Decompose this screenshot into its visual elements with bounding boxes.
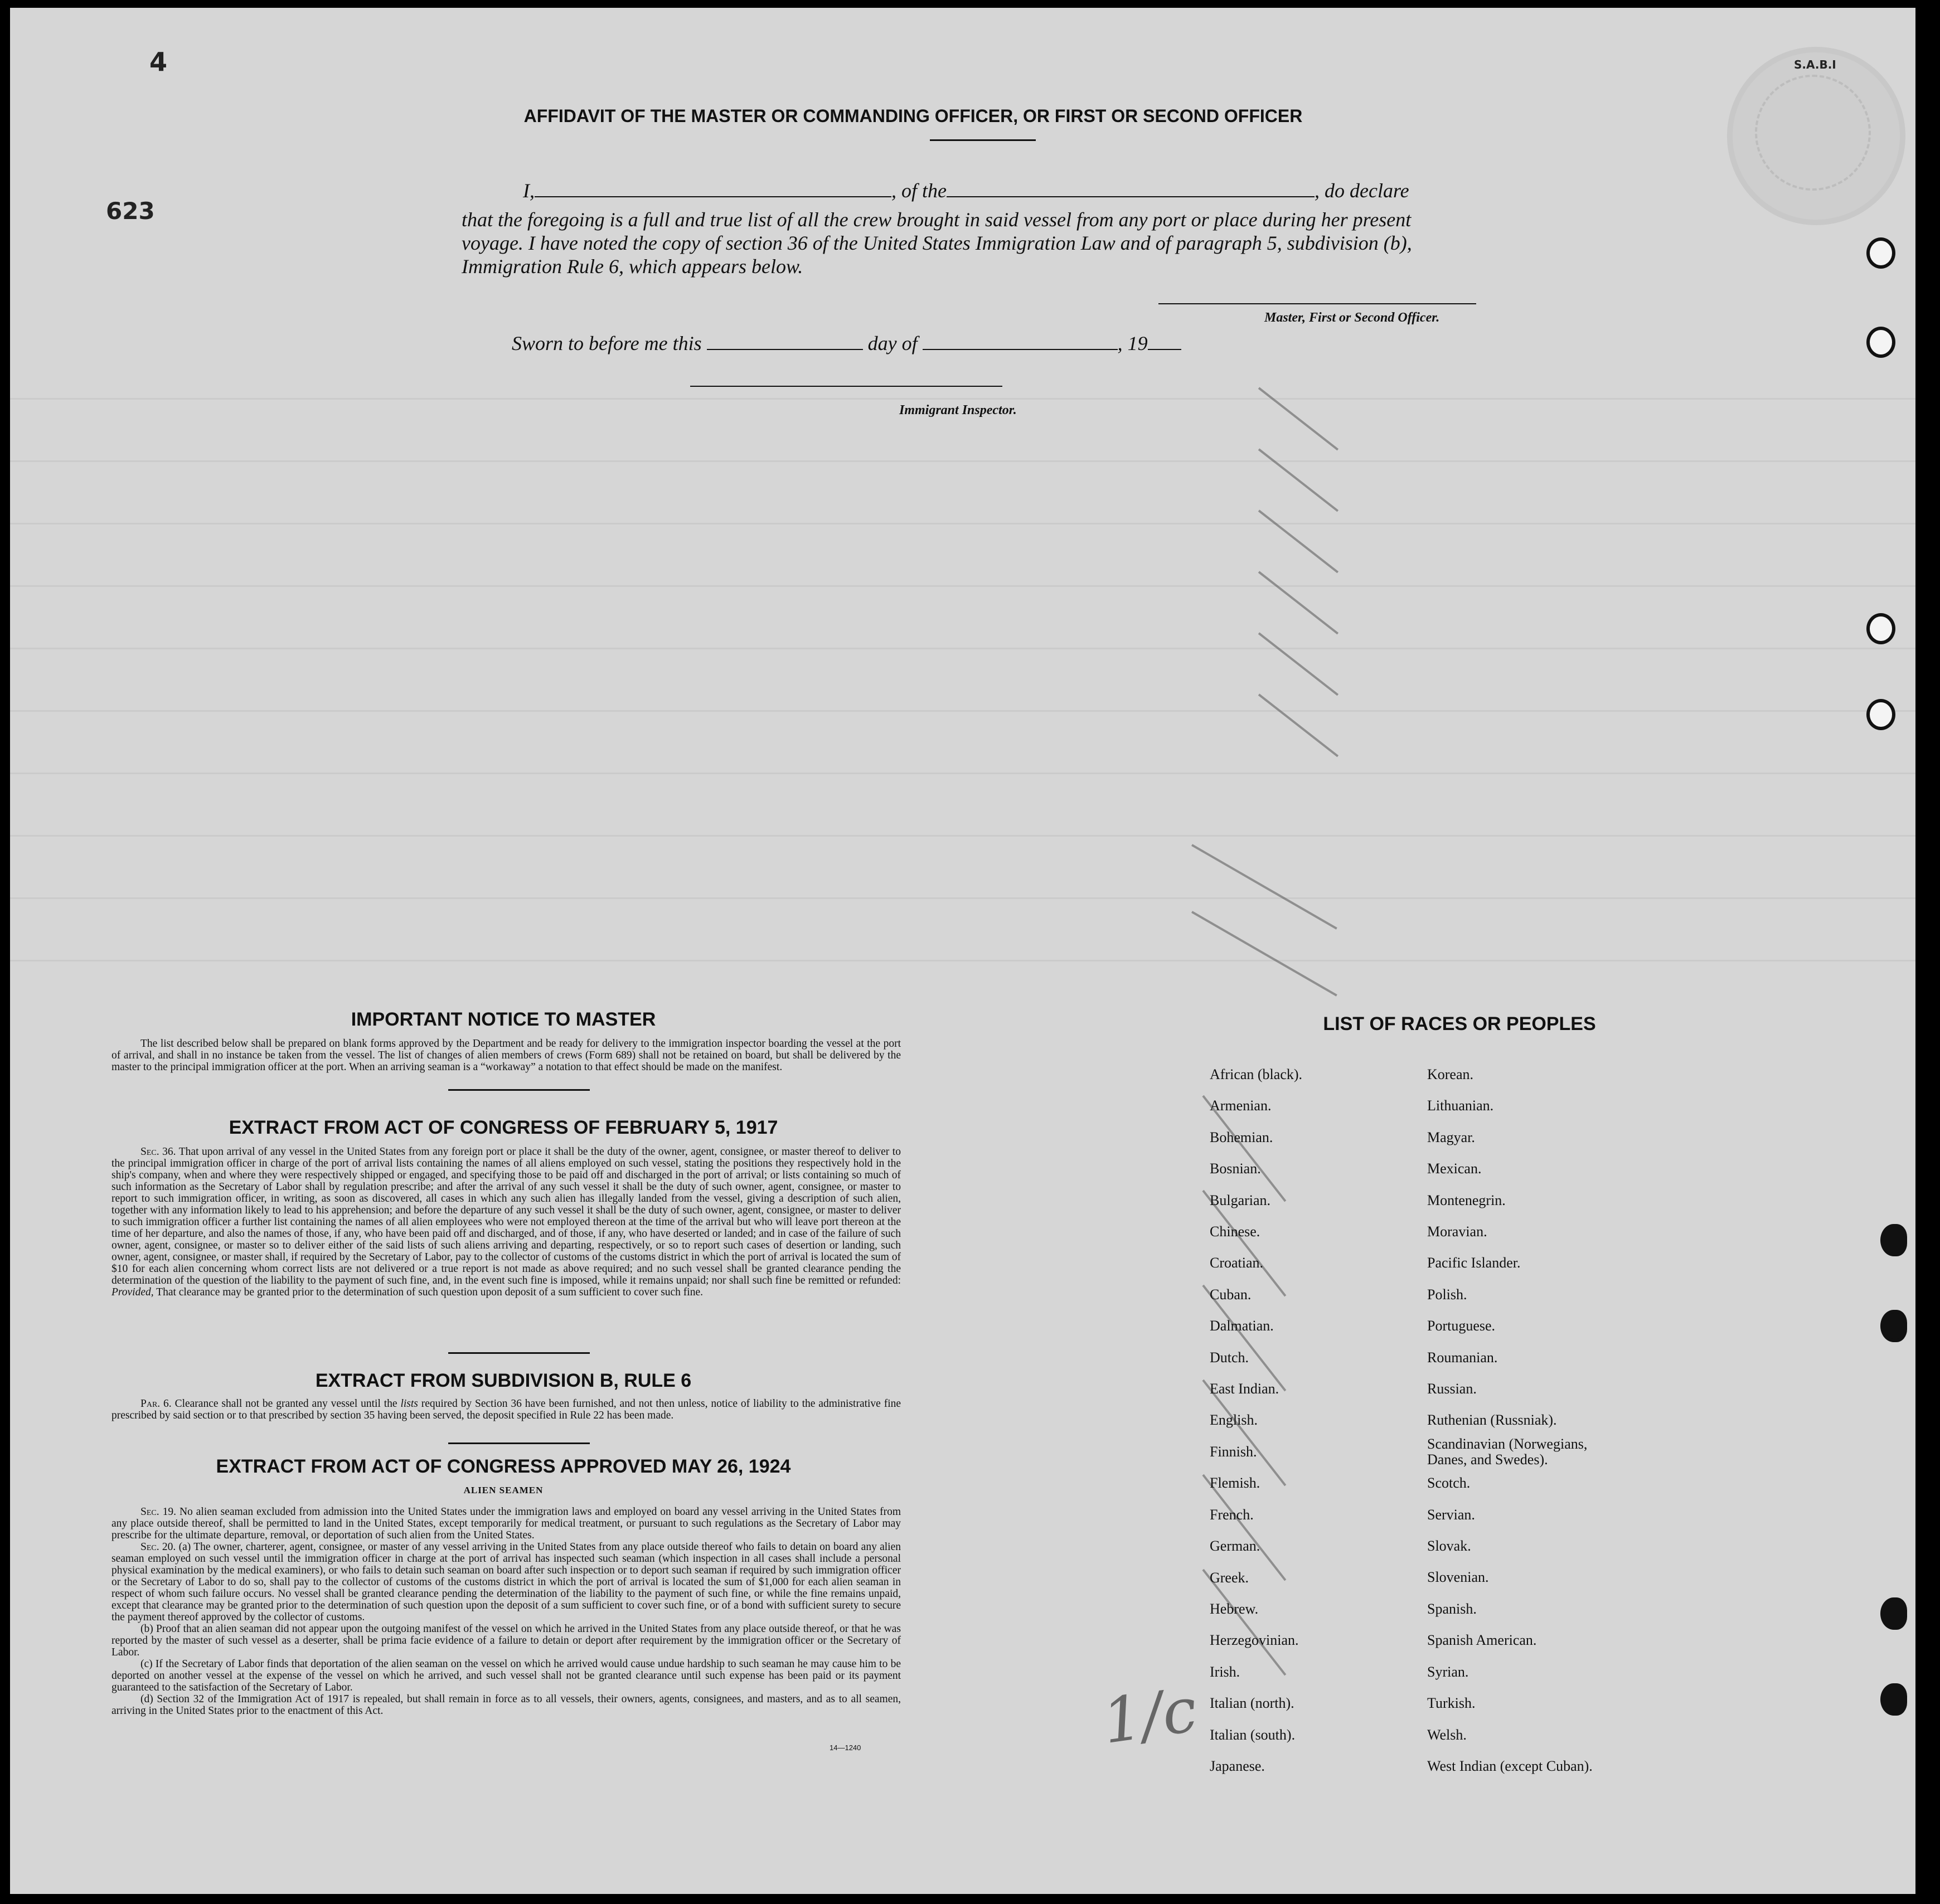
bleed-line [10,585,1915,587]
race-item: Ruthenian (Russniak). [1427,1412,1557,1429]
bleed-line [10,897,1915,899]
bleed-line [10,960,1915,961]
race-item: Turkish. [1427,1695,1476,1712]
affidavit-line-1: I, , of the , do declare [523,179,1409,202]
race-item: Slovak. [1427,1538,1471,1555]
pen-stroke [1258,448,1338,512]
rule6-title: EXTRACT FROM SUBDIVISION B, RULE 6 [315,1370,692,1391]
extract-1924-title: EXTRACT FROM ACT OF CONGRESS APPROVED MAY 26, 1924 [216,1456,791,1477]
race-item: Spanish. [1427,1600,1477,1617]
race-item: Croatian. [1210,1255,1264,1271]
bleed-line [10,460,1915,462]
race-item: English. [1210,1412,1258,1429]
document-sheet [10,8,1915,1894]
race-item: German. [1210,1538,1260,1555]
race-item: Lithuanian. [1427,1097,1494,1114]
pen-stroke [1258,387,1338,450]
bleed-line [10,523,1915,524]
race-item: Japanese. [1210,1757,1265,1774]
pen-stroke [1258,693,1338,757]
race-item: Moravian. [1427,1223,1487,1240]
vessel-blank[interactable] [947,179,1315,197]
notice-title: IMPORTANT NOTICE TO MASTER [351,1009,656,1030]
sworn-line: Sworn to before me this day of , 19 [512,331,1181,356]
pen-stroke [1258,571,1338,634]
bleed-line [10,773,1915,774]
affidavit-line-4: Immigration Rule 6, which appears below. [462,255,803,278]
divider [448,1442,590,1444]
race-item: Italian (south). [1210,1726,1296,1743]
signature-line[interactable] [1158,303,1476,304]
race-item: Bulgarian. [1210,1192,1271,1208]
race-item: African (black). [1210,1066,1303,1082]
binder-hole [1866,613,1895,644]
affidavit-line-3: voyage. I have noted the copy of section 36 of the United States Immigration Law and of paragraph 5, subdivision (b), [462,232,1412,254]
divider [448,1089,590,1091]
race-item: Cuban. [1210,1286,1252,1303]
race-item: Montenegrin. [1427,1192,1506,1208]
pen-stroke [1191,911,1337,996]
inspector-caption: Immigrant Inspector. [899,403,1017,417]
affidavit-line-2: that the foregoing is a full and true list of all the crew brought in said vessel from any port or place during her present [462,208,1412,231]
race-item: Armenian. [1210,1097,1272,1114]
handwritten-mark: 1/c [1098,1673,1201,1758]
race-item: Welsh. [1427,1726,1467,1743]
race-item: Finnish. [1210,1443,1257,1460]
extract-1917-title: EXTRACT FROM ACT OF CONGRESS OF FEBRUARY 5, 1917 [229,1117,778,1138]
races-column-1 [1210,1059,1302,1782]
race-item: Herzegovinian. [1210,1632,1299,1649]
binder-hole [1880,1597,1907,1630]
bleed-line [10,835,1915,837]
race-item: Irish. [1210,1663,1240,1680]
name-blank[interactable] [535,179,891,197]
extract-1917-body: Sec. 36. That upon arrival of any vessel in the United States from any foreign port or place it shall be the duty of the owner, agent, consignee, or master thereof to deliver to the principal immigration officer in charge of the port of arrival lists containing the names of all aliens employed on such vessel, stating the positions they respectively hold in the ship's company, when and where they were respectively shipped or engaged, and specifying those to be paid off and discharged in the port of arrival; or lists containing so much of such information as the Secretary of Labor shall by regulation prescribe; and after the arrival of any such vessel it shall be the duty of such owner, agent, consignee, or master to report to such immigration officer, in writing, as soon as discovered, all cases in which any such alien has illegally landed from the vessel, giving a description of such alien, together with any information likely to lead to his apprehension; and before the departure of any such vessel it shall be the duty of such owner, agent, consignee, or master to deliver to such immigration officer a further list containing the names of all alien employees who were not employed thereon at the time of the arrival but who will leave port thereon at the time of her departure, and also the names of those, if any, who have been paid off and discharged, and of those, if any, who have deserted or landed; and in case of the failure of such owner, agent, consignee, or master so to deliver either of the said lists of such aliens arriving and departing, respectively, or so to report such cases of desertion or landing, such owner, agent, consignee, or master shall, if required by the Secretary of Labor, pay to the collector of customs of the customs district in which the port of arrival is located the sum of $10 for each alien concerning whom correct lists are not delivered or a true report is not made as above required; and no such vessel shall be granted clearance pending the determination of the question of the liability to the payment of such fine, and, in the event such fine is imposed, while it remains unpaid; nor shall such fine be remitted or refunded: Provided, That clearance may be granted prior to the determination of such question upon deposit of a sum sufficient to cover such fine. [111,1146,901,1298]
race-item: Scotch. [1427,1475,1471,1492]
binder-hole [1880,1683,1907,1716]
extract-1924-subtitle: ALIEN SEAMEN [463,1485,544,1495]
race-item: Italian (north). [1210,1695,1294,1712]
notice-body: The list described below shall be prepared on blank forms approved by the Department and be ready for delivery to the immigration inspector boarding the vessel at the port of arrival, and shall in no instance be taken from the vessel. The list of changes of alien members of crews (Form 689) shall not be retained on board, but shall be delivered by the master to the principal immigration officer at the port. When an arriving seaman is a “workaway” a notation to that effect should be made on the manifest. [111,1038,901,1073]
race-item: Hebrew. [1210,1600,1259,1617]
race-item: Bosnian. [1210,1160,1261,1177]
inspector-line[interactable] [690,386,1002,387]
bleed-line [10,648,1915,649]
races-title: LIST OF RACES OR PEOPLES [1323,1013,1596,1034]
day-blank[interactable] [707,332,863,350]
race-item: Russian. [1427,1381,1477,1397]
binder-hole [1880,1310,1907,1342]
corner-number: 4 [149,47,168,77]
race-item: Scandinavian (Norwegians, Danes, and Swedes). [1427,1435,1588,1468]
embossed-seal [1727,47,1905,225]
form-number: 14—1240 [830,1743,861,1752]
race-item: West Indian (except Cuban). [1427,1757,1593,1774]
race-item: Bohemian. [1210,1129,1273,1145]
race-item: Spanish American. [1427,1632,1537,1649]
pen-stroke [1258,509,1338,573]
race-item: Chinese. [1210,1223,1260,1240]
binder-hole [1866,237,1895,269]
race-item: Korean. [1427,1066,1474,1082]
race-item: Dutch. [1210,1349,1249,1366]
pen-stroke [1191,844,1337,929]
race-item: Roumanian. [1427,1349,1498,1366]
race-item: Syrian. [1427,1663,1469,1680]
binder-hole [1866,327,1895,358]
race-item: Magyar. [1427,1129,1475,1145]
race-item: Mexican. [1427,1160,1482,1177]
bleed-line [10,710,1915,712]
pen-stroke [1258,632,1338,696]
extract-1924-body: Sec. 19. No alien seaman excluded from admission into the United States under the immigration laws and employed on board any vessel arriving in the United States from any place outside thereof, shall be permitted to land in the United States, except temporarily for medical treatment, or pursuant to such regulations as the Secretary of Labor may prescribe for the ultimate departure, removal, or deportation of such alien from the United States. Sec. 20. (a) The owner, charterer, agent, consignee, or master of any vessel arriving in the United States from any place outside thereof who fails to detain on board any alien seaman employed on such vessel until the immigration officer in charge at the port of arrival has inspected such seaman (which inspection in all cases shall include a personal physical examination by the medical examiners), or who fails to detain such seaman on board after such inspection or to deport such seaman if required by such immigration officer or the Secretary of Labor to do so, shall pay to the collector of customs of the customs district in which the port of arrival is located the sum of $1,000 for each alien seaman in respect of whom such failure occurs. No vessel shall be granted clearance pending the determination of the liability to the payment of such fine, or while the fine remains unpaid, except that clearance may be granted prior to the determination of such question upon the deposit of a sum sufficient to cover such fine, or of a bond with sufficient surety to secure the payment thereof approved by the collector of customs. (b) Proof that an alien seaman did not appear upon the outgoing manifest of the vessel on which he arrived in the United States from any place outside thereof, or that he was reported by the master of such vessel as a deserter, shall be prima facie evidence of a failure to detain or deport after requirement by the immigration officer or the Secretary of Labor. (c) If the Secretary of Labor finds that deportation of the alien seaman on the vessel on which he arrived would cause undue hardship to such seaman he may cause him to be deported on another vessel at the expense of the vessel on which he arrived, and such vessel shall not be granted clearance until such expense has been paid or its payment guaranteed to the satisfaction of the Secretary of Labor. (d) Section 32 of the Immigration Act of 1917 is repealed, but shall remain in force as to all vessels, their owners, agents, consignees, and masters, and as to all seamen, arriving in the United States prior to the enactment of this Act. [111,1506,901,1717]
race-item: Portuguese. [1427,1318,1496,1334]
binder-hole [1880,1224,1907,1256]
binder-hole [1866,699,1895,730]
race-item: Pacific Islander. [1427,1255,1521,1271]
race-item: French. [1210,1506,1254,1523]
divider [448,1352,590,1354]
stamp-number: 623 [106,197,155,225]
signature-caption: Master, First or Second Officer. [1264,310,1440,325]
month-blank[interactable] [923,332,1118,350]
race-item: Polish. [1427,1286,1467,1303]
year-blank[interactable] [1148,332,1181,350]
race-item: Slovenian. [1427,1569,1489,1586]
race-item: East Indian. [1210,1381,1279,1397]
race-item: Servian. [1427,1506,1475,1523]
divider [930,139,1036,141]
races-column-2 [1427,1059,1611,1782]
rule6-body: Par. 6. Clearance shall not be granted any vessel until the lists required by Section 36 have been furnished, and not then unless, notice of liability to the administrative fine prescribed by said section or to that prescribed by section 35 having been served, the deposit specified in Rule 22 has been made. [111,1398,901,1421]
race-item: Dalmatian. [1210,1318,1274,1334]
corner-stamp: S.A.B.I [1794,58,1836,71]
race-item: Greek. [1210,1569,1249,1586]
race-item: Flemish. [1210,1475,1260,1492]
affidavit-title: AFFIDAVIT OF THE MASTER OR COMMANDING OFFICER, OR FIRST OR SECOND OFFICER [523,106,1303,126]
